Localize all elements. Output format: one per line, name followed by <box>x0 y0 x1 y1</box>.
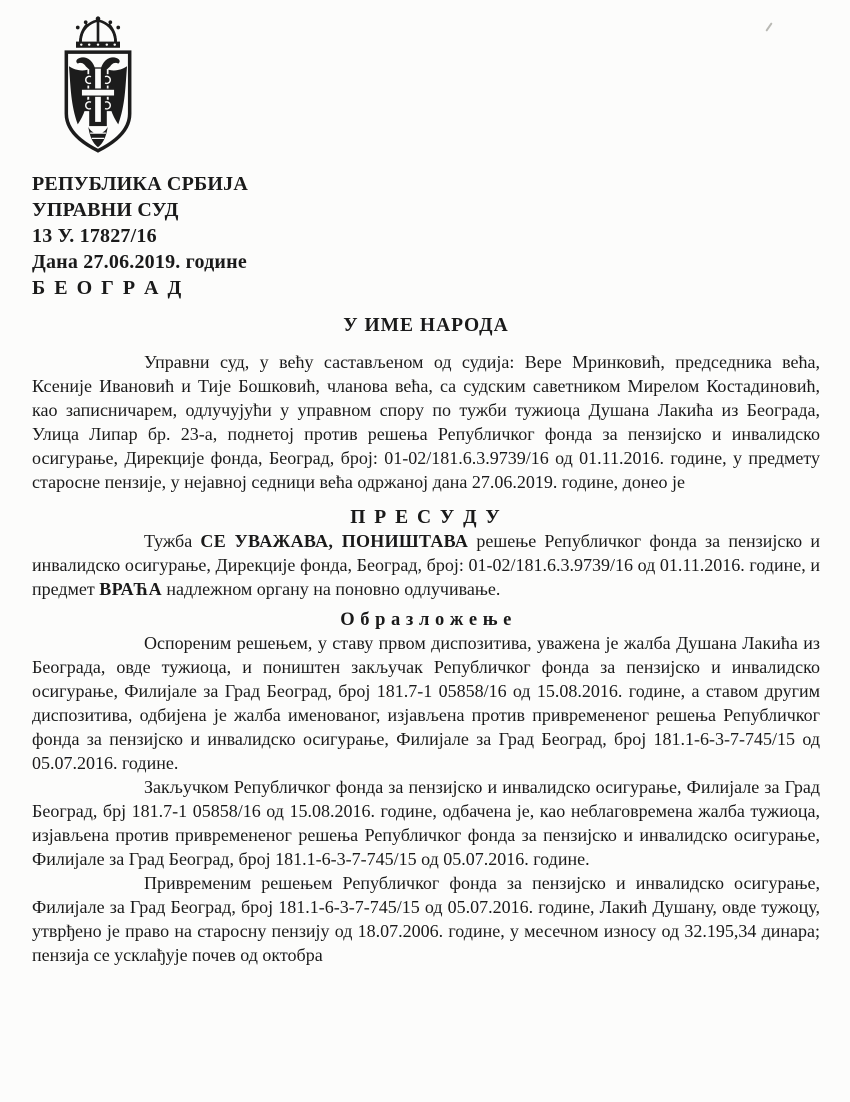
intro-paragraph: Управни суд, у већу састављеном од судија: Вере Мринковић, председника већа, Ксеније Ивановић и Тије Бошковић, чланова већа, са судским саветником Мирелом Костадиновић, као записничарем, одлучујући у управном спору по тужби тужиоца Душана Лакића из Београда, Улица Липар бр. 23-а, поднетој против решења Републичког фонда за пензијско и инвалидско осигурање, Дирекције фонда, Београд, број: 01-02/181.6.3.9739/16 од 01.11.2016. године, у предмету старосне пензије, у нејавној седници већа одржаној дана 27.06.2019. године, донео је <box>32 352 820 492</box>
verdict-text-mid: решење Републичког фонда за пензијско и инвалидско осигурање, Дирекције фонда, Београд, број: 01-02/181.6.3.9739/16 од 01.11.2016. године, и предмет <box>32 531 820 599</box>
verdict-heading: П Р Е С У Д У <box>350 507 502 528</box>
reasoning-paragraph: Закључком Републичког фонда за пензијско и инвалидско осигурање, Филијале за Град Београд, брј 181.7-1 05858/16 од 15.08.2016. године, одбачена је, као неблаговремена жалба тужиоца, изјављена против привремененог решења Републичког фонда за пензијско и инвалидско осигурање, Филијале за Град Београд, број 181.1-6-3-7-745/15 од 05.07.2016. године. <box>32 777 820 869</box>
header-country: РЕПУБЛИКА СРБИЈА <box>32 173 249 195</box>
verdict-text-pre: Тужба <box>144 531 201 551</box>
reasoning-heading: О б р а з л о ж е њ е <box>340 610 512 630</box>
header-case-number: 13 У. 17827/16 <box>32 225 157 247</box>
verdict-bold-uvazava: СЕ УВАЖАВА, ПОНИШТАВА <box>200 531 469 551</box>
serbia-coat-of-arms <box>54 12 142 168</box>
judgment-title: У ИМЕ НАРОДА <box>343 315 509 336</box>
header-city: Б Е О Г Р А Д <box>32 277 184 299</box>
court-header <box>32 0 820 301</box>
reasoning-paragraph: Оспореним решењем, у ставу првом диспозитива, уважена је жалба Душана Лакића из Београда, овде тужиоца, и поништен закључак Републичког фонда за пензијско и инвалидско осигурање, Филијале за Град Београд, број 181.7-1 05858/16 од 15.08.2016. године, а ставом другим диспозитива, одбијена је жалба именованог, изјављена против привремененог решења Републичког фонда за пензијско и инвалидско осигурање, Филијале за Град Београд, број 181.1-6-3-7-745/15 од 05.07.2016. године. <box>32 633 820 773</box>
header-court: УПРАВНИ СУД <box>32 199 179 221</box>
verdict-paragraph <box>32 529 820 601</box>
header-date: Дана 27.06.2019. године <box>32 251 247 273</box>
verdict-text-post: надлежном органу на поновно одлучивање. <box>161 579 501 599</box>
serbia-coat-of-arms-graphic <box>54 12 142 168</box>
reasoning-paragraph: Привременим решењем Републичког фонда за пензијско и инвалидско осигурање, Филијале за Град Београд, број 181.1-6-3-7-745/15 од 05.07.2016. године, Лакић Душану, овде тужоцу, утврђено је право на старосну пензију од 18.07.2006. године, у месечном износу од 32.195,34 динара; пензија се усклађује почев од октобра <box>32 873 820 965</box>
verdict-bold-vraca: ВРАЋА <box>99 579 162 599</box>
